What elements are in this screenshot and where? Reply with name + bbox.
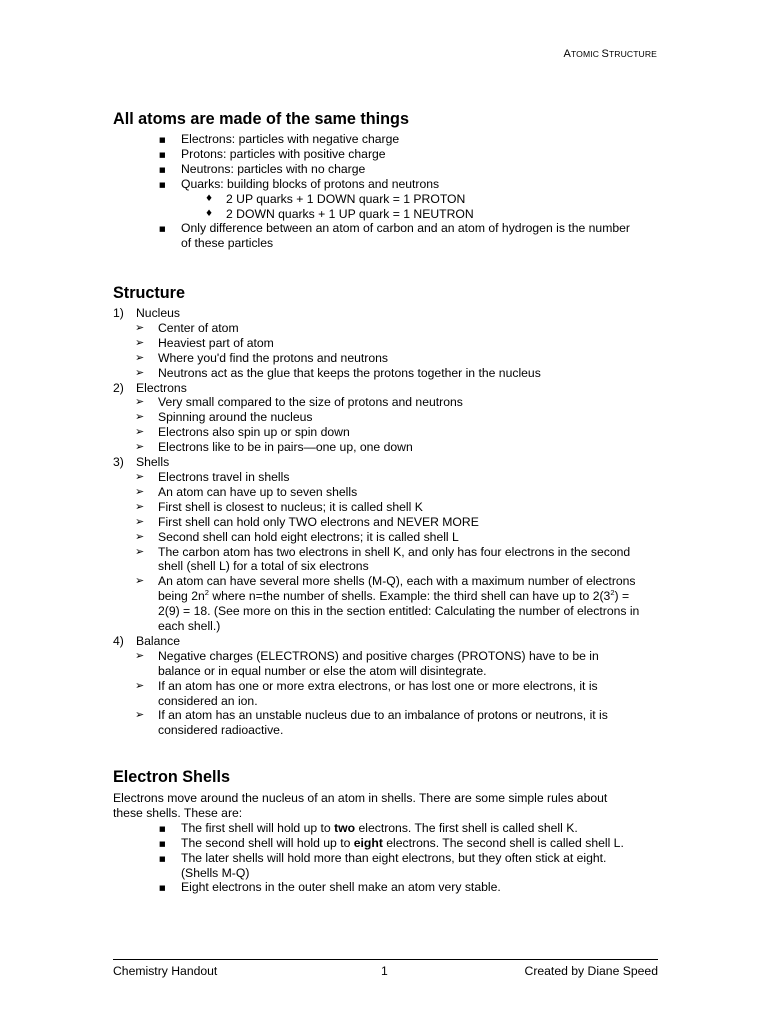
square-bullet-icon: ■ (159, 180, 166, 189)
list-item: ➢ First shell can hold only TWO electrons and NEVER MORE (135, 514, 479, 529)
list-item: ➢ Negative charges (ELECTRONS) and positive charges (PROTONS) have to be in balance or in equal number or else the atom will disintegrate. (135, 648, 599, 678)
page-number: 1 (381, 964, 388, 978)
arrow-bullet-icon: ➢ (135, 410, 145, 424)
arrow-bullet-icon: ➢ (135, 320, 145, 334)
running-header: ATOMIC STRUCTURE (563, 48, 657, 60)
square-bullet-icon: ■ (159, 136, 166, 144)
list-item: ➢ Where you'd find the protons and neutrons (135, 350, 388, 365)
list-item: ➢ An atom can have several more shells (M-Q), each with a maximum number of electrons being $2n^2$ where n=the number of shells. Example: the third shell can have up to $2(3^2)$ = 2(9) = 18. (See more on this in the section entitled: Calculating the number of electrons in each shell.) (135, 574, 640, 634)
footer-right: Created by Diane Speed (524, 964, 658, 978)
arrow-bullet-icon: ➢ (135, 365, 145, 379)
list-item: ➢ Electrons like to be in pairs—one up, one down (135, 440, 413, 455)
arrow-bullet-icon: ➢ (135, 529, 145, 543)
list-item: ➢ Spinning around the nucleus (135, 410, 313, 425)
arrow-bullet-icon: ➢ (135, 469, 145, 483)
square-bullet-icon: ■ (159, 150, 166, 159)
square-bullet-icon: ■ (159, 884, 166, 893)
square-bullet-icon: ■ (159, 839, 166, 848)
section-atoms-list (113, 132, 663, 251)
paragraph: Electrons move around the nucleus of an atom in shells. There are some simple rules about these shells. These are: (113, 791, 608, 820)
list-item: ➢ First shell is closest to nucleus; it is called shell K (135, 499, 423, 514)
arrow-bullet-icon: ➢ (135, 440, 145, 454)
list-item: ■ The later shells will hold more than eight electrons, but they often stick at eight. (Shells M-Q) (159, 850, 607, 880)
list-item: ➢ Center of atom (135, 320, 239, 335)
diamond-bullet-icon: ♦ (205, 193, 214, 204)
arrow-bullet-icon: ➢ (135, 678, 145, 692)
numbered-item: 3) Shells (113, 455, 170, 470)
section-electron-shells-body (113, 791, 663, 895)
arrow-bullet-icon: ➢ (135, 574, 145, 588)
list-item: ■ The second shell will hold up to eight electrons. The second shell is called shell L. (159, 835, 624, 850)
sub-list-item: ♦ 2 DOWN quarks + 1 UP quark = 1 NEUTRON (205, 206, 474, 221)
numbered-item: 2) Electrons (113, 380, 187, 395)
list-item: ■ Electrons: particles with negative charge (159, 132, 400, 146)
list-item: ➢ Electrons travel in shells (135, 469, 290, 484)
arrow-bullet-icon: ➢ (135, 350, 145, 364)
list-item: ■ Protons: particles with positive charge (159, 146, 386, 161)
arrow-bullet-icon: ➢ (135, 335, 145, 349)
square-bullet-icon: ■ (159, 225, 166, 234)
arrow-bullet-icon: ➢ (135, 544, 145, 558)
sub-list-item: ♦ 2 UP quarks + 1 DOWN quark = 1 PROTON (205, 191, 466, 206)
arrow-bullet-icon: ➢ (135, 708, 145, 722)
numbered-item: 4) Balance (113, 633, 181, 648)
list-item: ➢ Very small compared to the size of protons and neutrons (135, 395, 463, 410)
square-bullet-icon: ■ (159, 854, 166, 863)
list-item: ➢ An atom can have up to seven shells (135, 484, 358, 499)
arrow-bullet-icon: ➢ (135, 395, 145, 409)
square-bullet-icon: ■ (159, 824, 166, 833)
list-item: ➢ The carbon atom has two electrons in shell K, and only has four electrons in the second shell (shell L) for a total of six electrons (135, 544, 631, 574)
page-footer (113, 959, 658, 979)
list-item: ➢ If an atom has an unstable nucleus due to an imbalance of protons or neutrons, it is considered radioactive. (135, 708, 608, 738)
arrow-bullet-icon: ➢ (135, 499, 145, 513)
arrow-bullet-icon: ➢ (135, 484, 145, 498)
section-structure-list (113, 306, 663, 738)
numbered-item: 1) Nucleus (113, 306, 181, 320)
list-item: ➢ Heaviest part of atom (135, 335, 274, 350)
square-bullet-icon: ■ (159, 165, 166, 174)
footer-left: Chemistry Handout (113, 964, 218, 978)
list-item: ■ The first shell will hold up to two electrons. The first shell is called shell K. (159, 820, 578, 835)
arrow-bullet-icon: ➢ (135, 425, 145, 439)
list-item: ■ Neutrons: particles with no charge (159, 161, 366, 176)
section-heading-atoms: All atoms are made of the same things (113, 110, 409, 128)
arrow-bullet-icon: ➢ (135, 648, 145, 662)
section-heading-electron-shells: Electron Shells (113, 768, 230, 786)
arrow-bullet-icon: ➢ (135, 514, 145, 528)
list-item: ➢ Electrons also spin up or spin down (135, 425, 350, 440)
list-item: ■ Only difference between an atom of carbon and an atom of hydrogen is the number of these particles (159, 221, 630, 251)
list-item: ■ Quarks: building blocks of protons and neutrons (159, 176, 440, 191)
list-item: ➢ If an atom has one or more extra electrons, or has lost one or more electrons, it is considered an ion. (135, 678, 598, 708)
section-heading-structure: Structure (113, 284, 185, 302)
diamond-bullet-icon: ♦ (205, 208, 214, 219)
list-item: ■ Eight electrons in the outer shell make an atom very stable. (159, 880, 501, 895)
list-item: ➢ Second shell can hold eight electrons; it is called shell L (135, 529, 459, 544)
list-item: ➢ Neutrons act as the glue that keeps the protons together in the nucleus (135, 365, 541, 380)
